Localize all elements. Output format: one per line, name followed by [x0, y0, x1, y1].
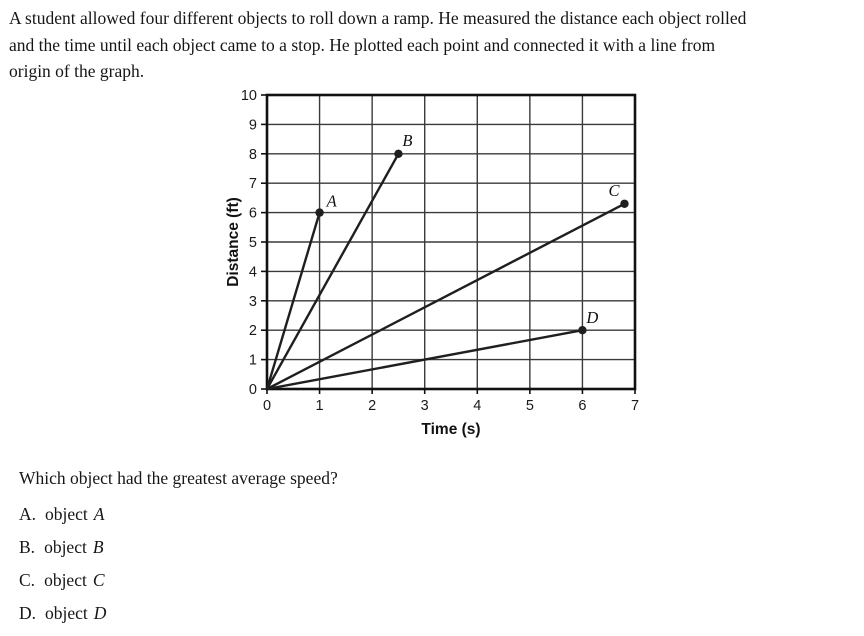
problem-line-2: and the time until each object came to a stop. He plotted each point and connected it with a line from: [9, 34, 716, 55]
question-text: Which object had the greatest average speed?: [19, 468, 338, 488]
distance-time-graph: [222, 86, 658, 450]
svg-text:9: 9: [248, 117, 257, 134]
option-a: [19, 502, 106, 535]
svg-text:7: 7: [248, 176, 257, 193]
answer-options: [19, 502, 106, 634]
option-a-label: A.: [19, 504, 37, 524]
option-b-letter: B: [92, 537, 104, 557]
svg-text:0: 0: [248, 382, 257, 398]
option-c: [19, 568, 106, 601]
option-d-label: D.: [19, 603, 37, 623]
option-c-word: object: [44, 570, 87, 590]
svg-text:7: 7: [630, 398, 640, 414]
svg-text:D: D: [586, 308, 599, 328]
option-d-letter: D: [93, 603, 107, 623]
svg-text:8: 8: [248, 146, 257, 163]
svg-text:Distance (ft): Distance (ft): [225, 197, 242, 287]
option-b: [19, 535, 106, 568]
option-a-letter: A: [93, 504, 105, 524]
option-a-word: object: [45, 504, 88, 524]
option-b-word: object: [44, 537, 87, 557]
svg-text:1: 1: [248, 352, 257, 369]
problem-line-1: A student allowed four different objects to roll down a ramp. He measured the distance each object rolled: [9, 8, 747, 28]
svg-text:10: 10: [240, 88, 257, 104]
svg-text:0: 0: [262, 398, 272, 414]
svg-text:6: 6: [578, 398, 587, 414]
svg-text:2: 2: [248, 323, 257, 340]
svg-text:C: C: [608, 180, 620, 200]
svg-text:4: 4: [473, 398, 482, 414]
graph-figure: [222, 86, 658, 455]
svg-text:2: 2: [368, 398, 377, 414]
option-c-label: C.: [19, 570, 36, 590]
option-d-word: object: [45, 603, 88, 623]
svg-text:5: 5: [525, 398, 534, 414]
svg-text:3: 3: [420, 398, 429, 414]
svg-text:1: 1: [315, 398, 324, 414]
svg-text:Time (s): Time (s): [421, 421, 481, 438]
svg-text:A: A: [326, 191, 337, 211]
problem-line-3: origin of the graph.: [9, 61, 145, 81]
option-c-letter: C: [92, 570, 105, 590]
option-d: [19, 601, 106, 634]
svg-text:3: 3: [248, 293, 257, 310]
svg-text:5: 5: [248, 235, 257, 251]
svg-text:B: B: [402, 130, 413, 150]
option-b-label: B.: [19, 537, 36, 557]
svg-text:6: 6: [248, 205, 257, 222]
problem-statement: [9, 5, 746, 85]
svg-text:4: 4: [248, 264, 257, 281]
